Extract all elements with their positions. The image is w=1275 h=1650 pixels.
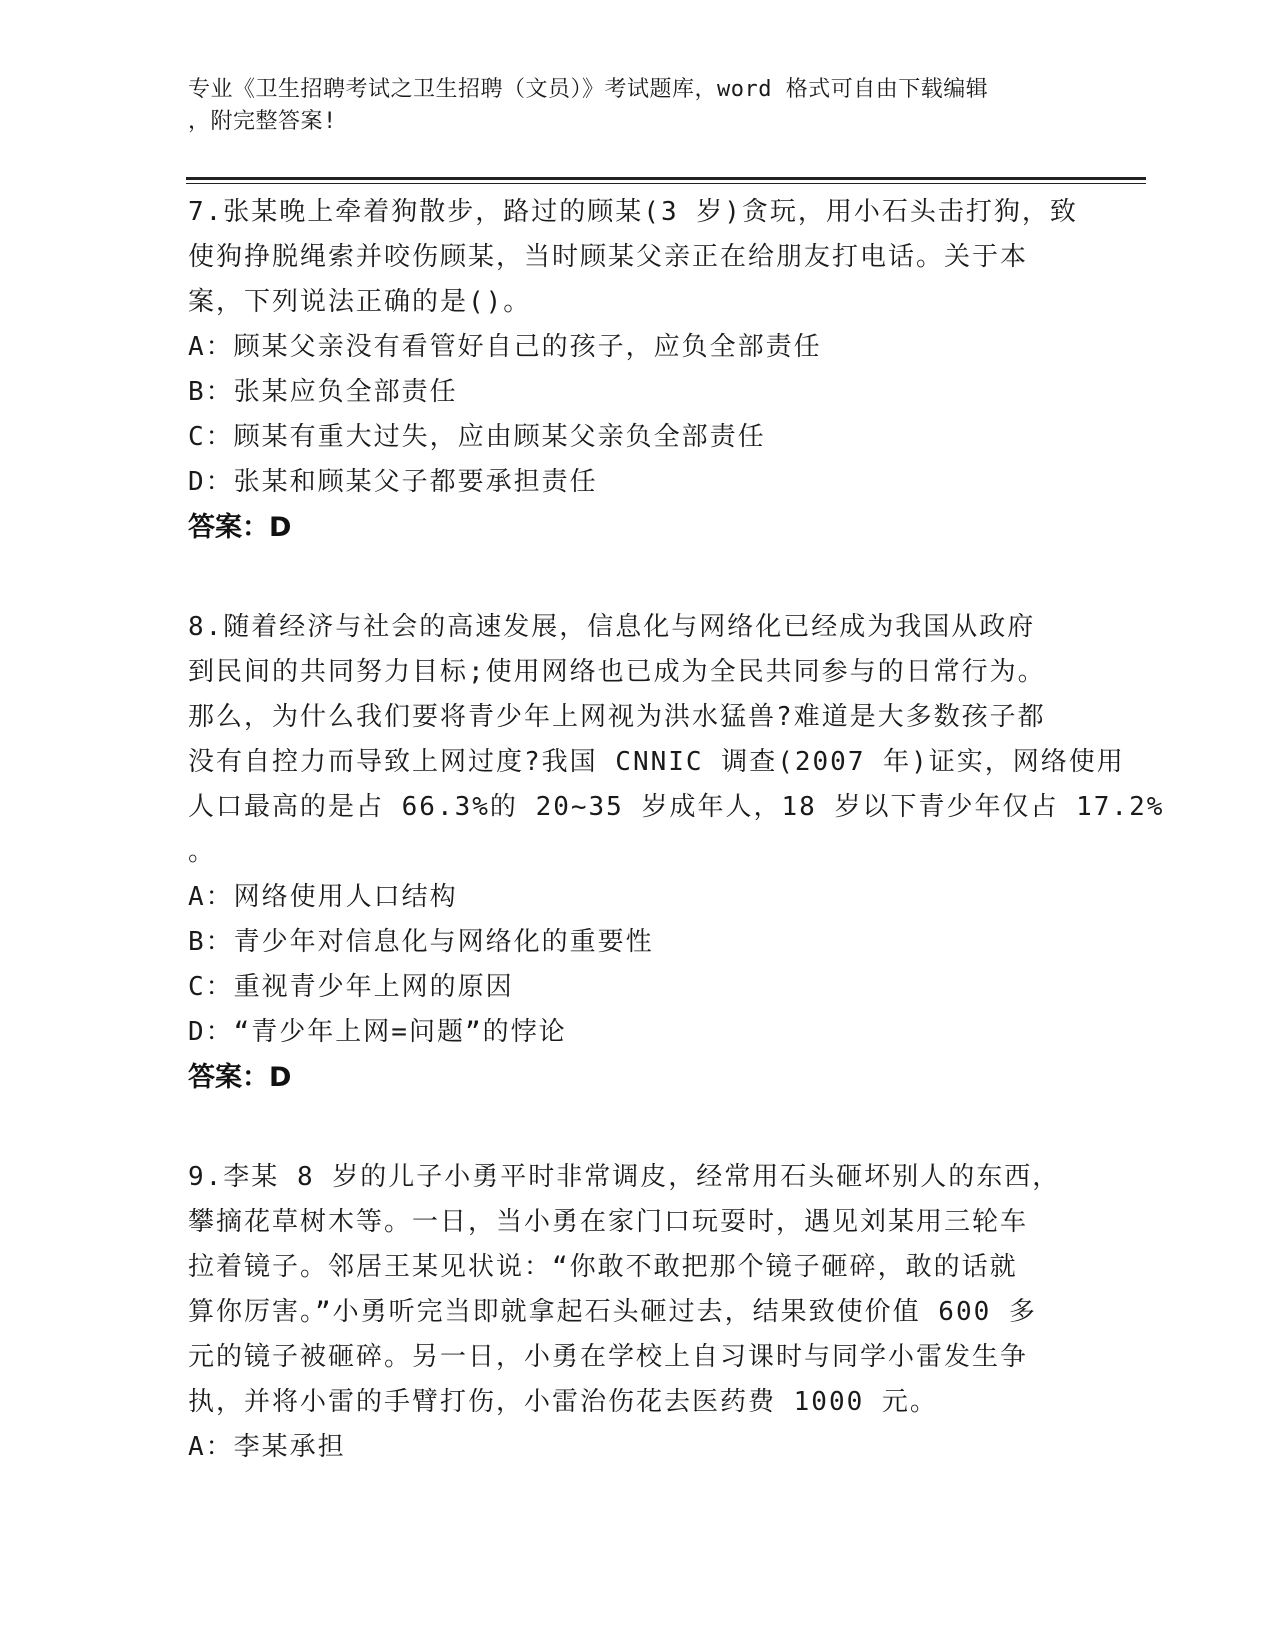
answer-label: 答案：D — [188, 1062, 292, 1093]
question-text-line: 使狗挣脱绳索并咬伤顾某，当时顾某父亲正在给朋友打电话。关于本 — [188, 242, 1029, 272]
answer-label: 答案：D — [188, 512, 292, 543]
question-text-line: 9.李某 8 岁的儿子小勇平时非常调皮，经常用石头砸坏别人的东西， — [188, 1162, 1061, 1192]
header-line-1: 专业《卫生招聘考试之卫生招聘（文员）》考试题库，word 格式可自由下载编辑 — [188, 77, 989, 102]
question-text-line: 案，下列说法正确的是()。 — [188, 287, 532, 317]
document-header — [188, 74, 1078, 138]
question-list — [188, 190, 1165, 1470]
question-9 — [188, 1155, 1088, 1470]
question-text-line: 到民间的共同努力目标;使用网络也已成为全民共同参与的日常行为。 — [188, 657, 1046, 687]
question-text-line: 算你厉害。”小勇听完当即就拿起石头砸过去，结果致使价值 600 多 — [188, 1297, 1037, 1327]
option-c: C：顾某有重大过失，应由顾某父亲负全部责任 — [188, 422, 766, 452]
question-8 — [188, 605, 1165, 1100]
option-a: A：网络使用人口结构 — [188, 882, 458, 912]
option-b: B：青少年对信息化与网络化的重要性 — [188, 927, 654, 957]
question-text-line: 拉着镜子。邻居王某见状说：“你敢不敢把那个镜子砸碎，敢的话就 — [188, 1252, 1018, 1282]
option-d: D：“青少年上网=问题”的悖论 — [188, 1017, 567, 1047]
option-b: B：张某应负全部责任 — [188, 377, 458, 407]
option-d: D：张某和顾某父子都要承担责任 — [188, 467, 598, 497]
option-a: A：李某承担 — [188, 1432, 346, 1462]
header-divider-thick — [186, 177, 1146, 180]
question-text-line: 8.随着经济与社会的高速发展，信息化与网络化已经成为我国从政府 — [188, 612, 1036, 642]
header-divider-thin — [186, 183, 1146, 184]
question-text-line: 。 — [188, 837, 217, 867]
question-text-line: 攀摘花草树木等。一日，当小勇在家门口玩耍时，遇见刘某用三轮车 — [188, 1207, 1029, 1237]
option-c: C：重视青少年上网的原因 — [188, 972, 514, 1002]
question-text-line: 执，并将小雷的手臂打伤，小雷治伤花去医药费 1000 元。 — [188, 1387, 938, 1417]
question-text-line: 那么，为什么我们要将青少年上网视为洪水猛兽?难道是大多数孩子都 — [188, 702, 1046, 732]
question-text-line: 人口最高的是占 66.3%的 20~35 岁成年人，18 岁以下青少年仅占 17.2% — [188, 792, 1165, 822]
question-text-line: 元的镜子被砸碎。另一日，小勇在学校上自习课时与同学小雷发生争 — [188, 1342, 1029, 1372]
header-line-2: ，附完整答案! — [188, 109, 337, 134]
question-text-line: 没有自控力而导致上网过度?我国 CNNIC 调查(2007 年)证实，网络使用 — [188, 747, 1125, 777]
option-a: A：顾某父亲没有看管好自己的孩子，应负全部责任 — [188, 332, 822, 362]
question-text-line: 7.张某晚上牵着狗散步，路过的顾某(3 岁)贪玩，用小石头击打狗，致 — [188, 197, 1078, 227]
question-7 — [188, 190, 1088, 550]
